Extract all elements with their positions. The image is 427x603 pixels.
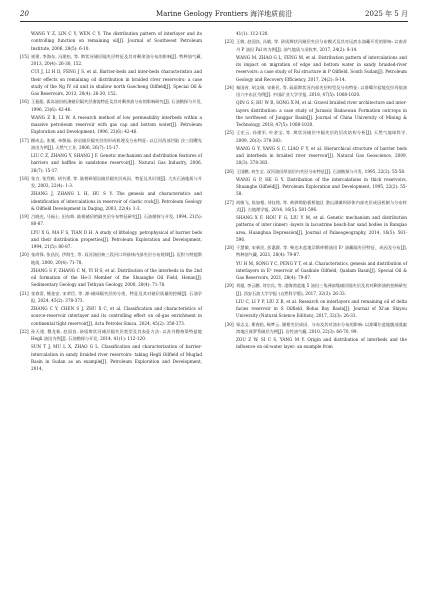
page-header xyxy=(20,9,408,22)
reference-entry xyxy=(20,290,202,305)
reference-entry xyxy=(20,190,202,212)
reference-text: SHANG X F, HOU F G, LIU Y M, et al. Genetic mechanism and distribution patterns of inter (inner) -layers in lacustrine beach-bar sand bodies in Banqiao area, Huanghua Depression[J]. Journal of Palaeogeography, 2014, 16(5): 581-596. xyxy=(236,215,407,242)
reference-entry xyxy=(20,98,202,113)
reference-text: 尚敏飞, 侯加根, 刘钰铭, 等. 黄骅坳陷板桥地区 潜山湖滩坝砂体内部夹层成因机制与分布样式[J]. 古地理学报, 2014, 16(5): 581-596. xyxy=(236,199,407,212)
reference-number: [16] xyxy=(20,99,29,105)
reference-entry xyxy=(225,199,407,214)
reference-number: [21] xyxy=(20,290,29,296)
reference-number: [30] xyxy=(225,321,234,327)
reference-entry xyxy=(225,321,407,336)
reference-number: [17] xyxy=(20,137,29,143)
reference-entry xyxy=(20,328,202,343)
references-left-column xyxy=(20,30,202,373)
reference-number: [26] xyxy=(225,168,234,174)
reference-entry xyxy=(225,99,407,128)
reference-text: 王敏, 赵国良, 冯敏, 等. 砂质辫状河储层夹层分布模式及其对远底水油藏开发的影响: 以南苏丹 P 油田 Fal 块为例[J]. 油气地质与采收率, 2017, 24(2): 8-14. xyxy=(236,39,407,52)
reference-entry xyxy=(20,251,202,266)
reference-text: WANG Z B, LI W. A research method of low permeability interbeds within a massive petroleum reservoir with gas cap and bottom water[J]. Petroleum Exploration and Development, 1996, 23(6): 42-46. xyxy=(31,114,202,135)
reference-text: 张尚锋, 张昌民, 伊海生, 等. 双河油田核三段河口坝砂体内部夹层分布规律[J]. 沉积与特提斯地质, 2000, 20(4): 71-78. xyxy=(31,252,202,265)
reference-entry xyxy=(20,305,202,327)
reference-entry xyxy=(20,53,202,68)
reference-text: 吕晓光, 马福士, 田东辉. 陆相储层的隔夹层分布特征研究[J]. 石油勘探与开发, 1994, 21(5): 80-87. xyxy=(31,214,202,227)
reference-entry xyxy=(225,336,407,351)
reference-text: LYU X G, MA F S, TIAN D H. A study of lithology, petrophysical of barrier beds and their distribution properties[J]. Petroleum Exploration and Development, 1994, 21(5): 80-87. xyxy=(31,229,202,249)
reference-number: [15] xyxy=(20,53,29,59)
reference-entry xyxy=(225,214,407,243)
reference-text: WANG G P, HE G Y. Distribution of the intercalations in thick reservoirs, Shuanghe Oilfield[J]. Petroleum Exploration and Development, 1995, 22(2): 55-58. xyxy=(236,176,407,197)
reference-text: LIU C, LI Y P, LIU Z B, et al. Research on interlayers and remaining oil of delta facies reservoir in S Oilfield, Bohai Bay Basin[J]. Journal of Xi'an Shiyou University (Natural Science Edition), 2017, 32(3): 26-33. xyxy=(236,298,407,319)
reference-number: [29] xyxy=(225,283,234,289)
reference-number: [25] xyxy=(225,130,234,136)
reference-entry xyxy=(225,168,407,175)
reference-entry xyxy=(225,54,407,83)
reference-entry xyxy=(225,38,407,53)
reference-entry xyxy=(20,137,202,152)
reference-text: SUN T J, MU L X, ZHAO G L. Classification and characterization of barrier-intercalation in sandy braided river reservoirs: taking Hegli Oilfield of Muglad Basin in Sudan as an example[J]. Petroleum Exploration and Development, 2014, xyxy=(31,344,202,371)
reference-entry xyxy=(20,213,202,228)
reference-text: LIU C Z, ZHANG Y, SHANG J F. Genetic mechanism and distribution features of barriers and baffles in sandstone reservoir[J]. Natural Gas Industry, 2006, 26(7): 15-17. xyxy=(31,153,202,173)
reference-entry xyxy=(225,260,407,282)
reference-text: CUI J, LI H D, FENG J S, et al. Barrier-beds and inter-beds characteristics and their effects on remaining oil distribution in braided river reservoirs: a case study of the Ng IV oil unit in shallow north Gaocheng Oilfield[J]. Special Oil & Gas Reservoirs, 2013, 20(4): 26-30, 152. xyxy=(31,69,202,96)
reference-text: ZHANG C Y, CHEN S J, ZHU X C, et al. Classification and characteristics of source-reservoir interlayer and its controlling effect on oil-gas enrichment in continental tight reservoir[J]. Acta Petrolei Sinica, 2024, 45(2): 358-373. xyxy=(31,306,202,326)
reference-text: 于慧敏, 宋新民, 彭惠群, 等. 柴达木盆地尕斯库勒油田 E³ 油藏隔夹层特征、成因及分布[J]. 特种油气藏, 2021, 28(4): 79-87. xyxy=(236,245,407,258)
reference-text: ZHANG S F, ZHANG C M, YI H S, et al. Distribution of the interbeds in the 2nd oil formation of the He-3 Member of the Shuanghe Oil Field, Henan[J]. Sedimentary Geology and Tethyan Geology, 2000, 20(4): 71-78. xyxy=(31,267,202,288)
reference-number: [19] xyxy=(20,214,29,219)
reference-text: 刘超, 李云鹏, 刘宗宾, 等. 渤海湾盆地 5 油田三角洲前缘储层隔夹层及其对剩余油的控制研究[J]. 西安石油大学学报 (自然科学版), 2017, 32(3): 26-33. xyxy=(236,283,407,296)
reference-entry xyxy=(20,343,202,372)
reference-text: 王宏云, 孙建军, 叶金宝, 等. 辫状河储层中隔夹层的层次结构分析[J]. 天然气地球科学, 2009, 20(3): 378-383. xyxy=(236,130,407,143)
reference-entry xyxy=(20,175,202,190)
reference-text: 41(1): 112-120. xyxy=(236,31,269,36)
reference-text: QIN G S, HU W R, SONG X M, et al. Gravel braided river architecture and inter-layers distribution: a case study of Jurassic Badaowan Formation outcrops in the northwest of Junggar Basin[J]. Journal of China University of Mining & Technology, 2018, 47(5): 1008-1020. xyxy=(236,100,407,127)
reference-text: YU H M, SONG Y C, PENG Y T, et al. Characteristics, genesis and distribution of interlayers in E³ reservoir of Gasikule Oilfield, Qaidam Basin[J]. Special Oil & Gas Reservoirs, 2021, 28(4): 79-87. xyxy=(236,260,407,280)
reference-text: WANG M, ZHAO G L, FENG M, et al. Distribution pattern of intercalations and its impact on migration of edge and bottom water in sandy braided-river reservoirs: a case study of Fal structure in P Oilfield, South Sudan[J]. Petroleum Geology and Recovery Efficiency, 2017, 24(2): 8-14. xyxy=(236,54,407,82)
reference-text: 孙天建, 穆龙新, 赵国良. 砂质辫状河储层隔夹层类型及其表征方法: 以苏丹穆格莱特盆地 Hegli 油田为例[J]. 石油勘探与开发, 2014, 41(1): 112-120. xyxy=(31,328,202,341)
reference-text: 崔建, 李海东, 冯建松, 等. 辫状河储层隔夹层特征及其对剩余油分布的影响[J]. 特种油气藏, 2013, 20(4): 26-30, 152. xyxy=(31,53,202,66)
reference-entry xyxy=(20,30,202,52)
reference-text: 张春雷, 熊金安, 宋荣臣, 等. 源-储网隔夹层的分类、特征及其对储层质量的控制[J]. 石油学报, 2024, 45(2): 378-373. xyxy=(31,290,202,303)
reference-text: 秦国省, 胡文瑞, 宋新民, 等. 砾质辫状河内部夹层构型及分布特征: 以准噶尔盆地克拉玛依油田六中东区为例[J]. 中国矿业大学学报, 2018, 47(5): 1008-1020. xyxy=(236,84,407,97)
reference-number: [23] xyxy=(225,39,234,45)
reference-number: [18] xyxy=(20,175,29,181)
reference-entry xyxy=(20,267,202,289)
journal-title: Marine Geology Frontiers 海洋地质前沿 xyxy=(156,10,293,18)
reference-entry xyxy=(225,145,407,167)
reference-entry xyxy=(20,152,202,174)
reference-number: [20] xyxy=(20,252,29,258)
reference-text: ZHANG J, ZHANG L H, HU S Y. The genesis and characteristics and identification of intercalations in reservoir of clastic rock[J]. Petroleum Geology & Oilfield Development in Daqing, 2003, 22(4): 1-3. xyxy=(31,191,202,211)
reference-entry xyxy=(225,84,407,99)
reference-number: [22] xyxy=(20,328,29,334)
reference-text: ZOU Z W, SI C S, YANG M Y. Origin and distribution of interbeds and the influence on oil-water layer: an example from xyxy=(236,337,407,350)
reference-text: 王振彪. 孤岛油田低渗储层隔夹层渗流特征及其对剩余油分布的影响研究[J]. 石油勘探与开发, 1996, 23(6): 42-46. xyxy=(31,99,202,112)
reference-text: 柳成志, 张雁, 单敬福. 砂岩储层隔夹层的形成机理及分布特征: 以辽河西部凹陷 沙三段曙光油田为例[J]. 天然气工业, 2006, 26(7): 15-17. xyxy=(31,137,202,150)
reference-number: [28] xyxy=(225,245,234,250)
reference-text: 张吉, 张烈辉, 胡书勇, 等. 陆相碎屑岩储层隔夹层成因、特征及其识别[J]. 大庆石油地质与开发, 2003, 22(4): 1-3. xyxy=(31,175,202,188)
reference-entry xyxy=(20,114,202,136)
reference-text: 王国鹏, 何生宝. 双河油田厚油层内夹层分布特征[J]. 石油勘探与开发, 1995, 22(2): 55-58. xyxy=(236,168,406,174)
page-number: 20 xyxy=(20,10,29,18)
reference-number: [27] xyxy=(225,199,234,205)
reference-text: WANG Y Z, LIN C Y, WEN C Y. The distribution pattern of interlayer and its controlling function on remaining oil[J]. Journal of Southwest Petroleum Institute, 2006, 28(5): 6-10. xyxy=(31,31,202,51)
reference-entry xyxy=(225,244,407,259)
reference-number: [24] xyxy=(225,84,234,90)
reference-entry xyxy=(225,30,407,37)
reference-entry xyxy=(225,298,407,320)
reference-text: 邹志文, 斯春松, 杨梦云. 湖相夹层成因、分布及其对油水分布的影响: 以准噶尔盆地腹部莫索湾地区侏罗系储层为例[J]. 岩性油气藏, 2010, 22(3): 66-70, 99. xyxy=(236,321,407,334)
issue-date: 2025 年 5 月 xyxy=(365,10,408,18)
reference-entry xyxy=(225,282,407,297)
reference-entry xyxy=(225,176,407,198)
reference-entry xyxy=(20,68,202,97)
reference-entry xyxy=(225,129,407,144)
references-right-column xyxy=(225,30,407,352)
reference-text: WANG G Y, YANG S C, LIAO F Y, et al. Hierarchical structure of barrier beds and interbeds in braided river reservoir[J]. Natural Gas Geoscience, 2009, 20(3): 378-383. xyxy=(236,145,407,166)
reference-entry xyxy=(20,229,202,251)
